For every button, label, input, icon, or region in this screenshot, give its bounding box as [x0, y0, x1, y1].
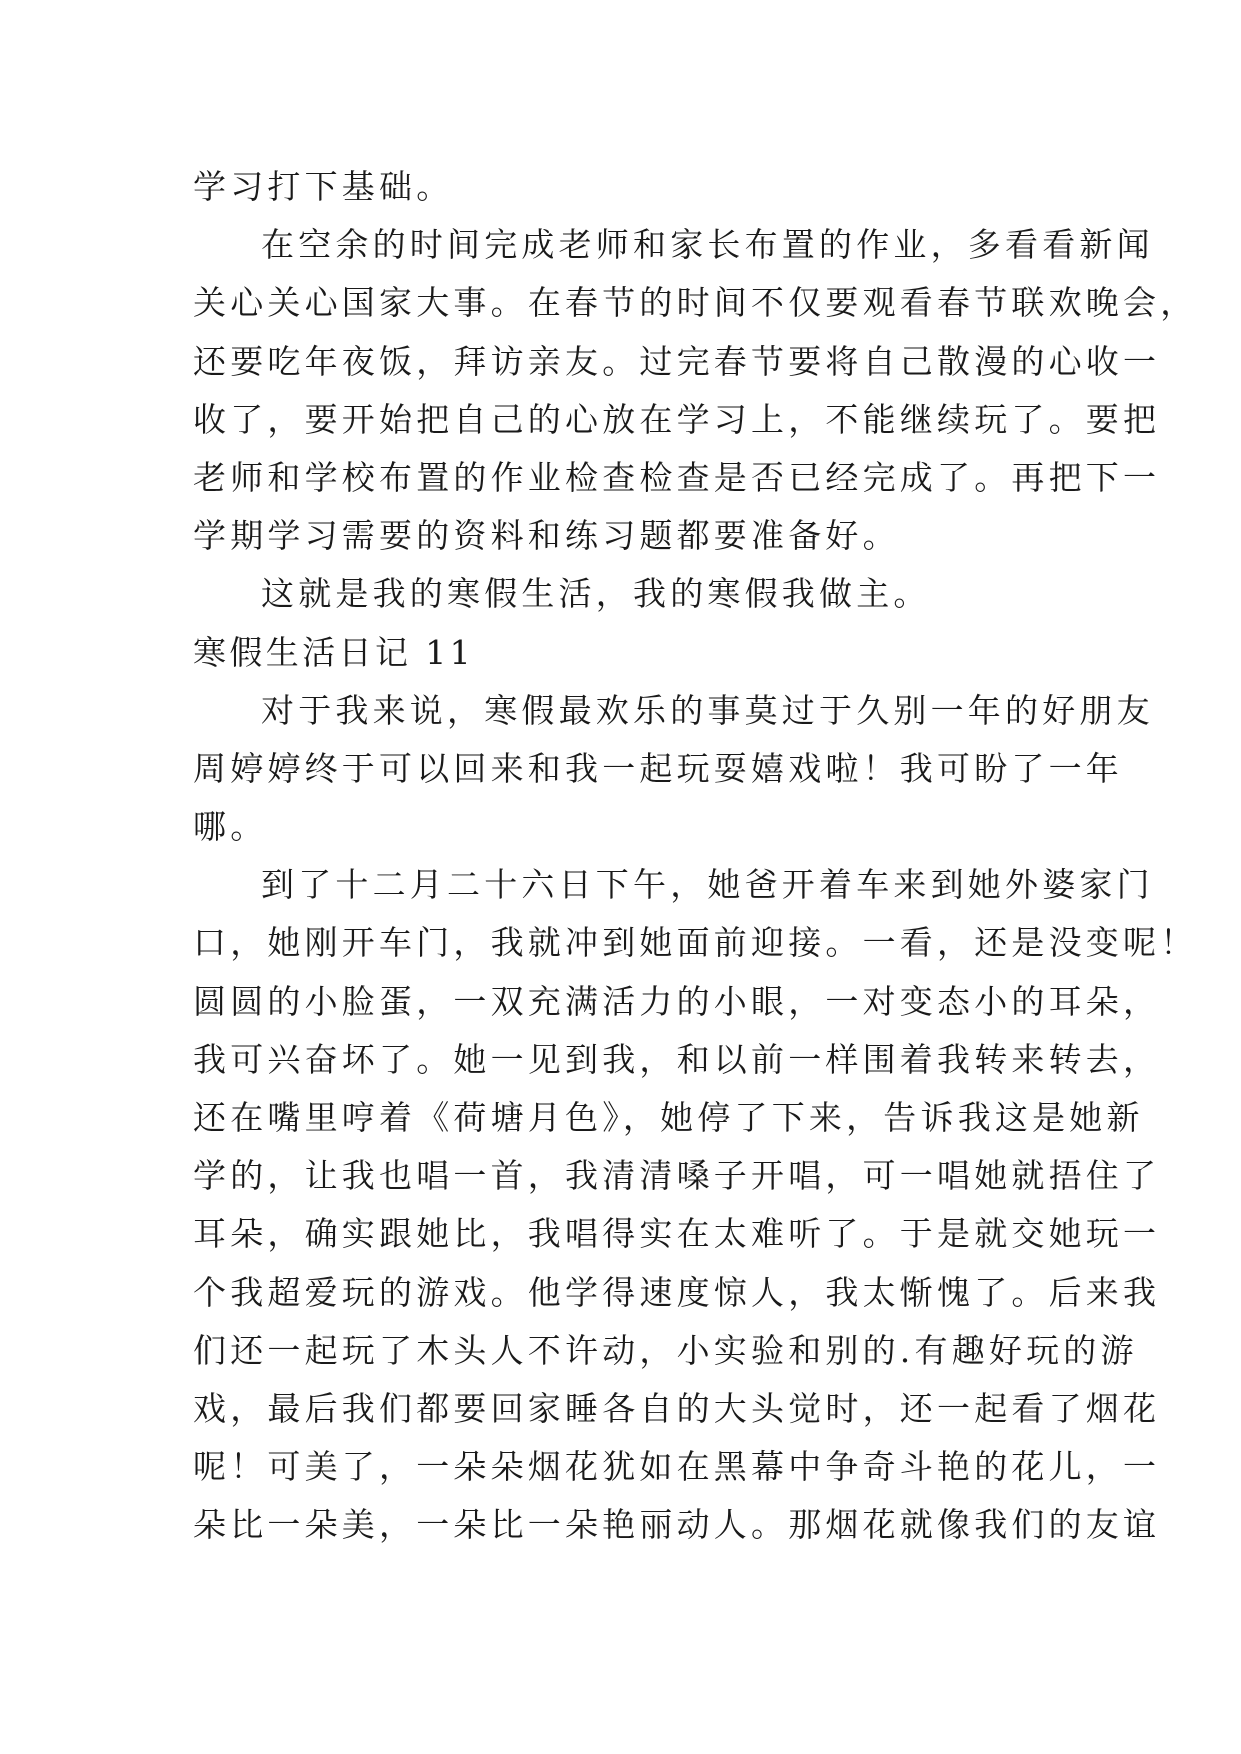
text-line: 还在嘴里哼着《荷塘月色》，她停了下来，告诉我这是她新 [193, 1098, 1144, 1137]
text-line: 呢！可美了，一朵朵烟花犹如在黑幕中争奇斗艳的花儿，一 [193, 1447, 1161, 1487]
text-line: 朵比一朵美，一朵比一朵艳丽动人。那烟花就像我们的友谊 [193, 1505, 1161, 1545]
text-line: 们还一起玩了木头人不许动，小实验和别的.有趣好玩的游 [193, 1330, 1138, 1370]
text-line: 收了，要开始把自己的心放在学习上，不能继续玩了。要把 [193, 399, 1161, 439]
text-line: 学的，让我也唱一首，我清清嗓子开唱，可一唱她就捂住了 [193, 1156, 1161, 1196]
text-line: 我可兴奋坏了。她一见到我，和以前一样围着我转来转去， [193, 1039, 1161, 1079]
text-line: 耳朵，确实跟她比，我唱得实在太难听了。于是就交她玩一 [193, 1214, 1161, 1254]
text-line: 在空余的时间完成老师和家长布置的作业，多看看新闻 [261, 225, 1154, 265]
text-line: 这就是我的寒假生活，我的寒假我做主。 [261, 574, 931, 614]
section-heading: 寒假生活日记 11 [193, 632, 475, 672]
text-line: 口，她刚开车门，我就冲到她面前迎接。一看，还是没变呢！ [193, 923, 1198, 963]
text-line: 老师和学校布置的作业检查检查是否已经完成了。再把下一 [193, 457, 1161, 497]
text-line: 圆圆的小脸蛋，一双充满活力的小眼，一对变态小的耳朵， [193, 981, 1161, 1021]
document-body [193, 158, 1198, 1555]
text-line: 戏，最后我们都要回家睡各自的大头觉时，还一起看了烟花 [193, 1388, 1161, 1428]
text-line: 哪。 [193, 807, 268, 847]
text-line: 对于我来说，寒假最欢乐的事莫过于久别一年的好朋友 [261, 690, 1154, 730]
text-line: 关心关心国家大事。在春节的时间不仅要观看春节联欢晚会， [193, 283, 1198, 323]
text-line: 个我超爱玩的游戏。他学得速度惊人，我太惭愧了。后来我 [193, 1272, 1161, 1312]
text-line: 到了十二月二十六日下午，她爸开着车来到她外婆家门 [261, 865, 1154, 905]
text-line: 学期学习需要的资料和练习题都要准备好。 [193, 516, 900, 556]
text-line: 周婷婷终于可以回来和我一起玩耍嬉戏啦！我可盼了一年 [193, 748, 1123, 788]
text-line: 学习打下基础。 [193, 167, 454, 206]
text-line: 还要吃年夜饭，拜访亲友。过完春节要将自己散漫的心收一 [193, 341, 1161, 381]
